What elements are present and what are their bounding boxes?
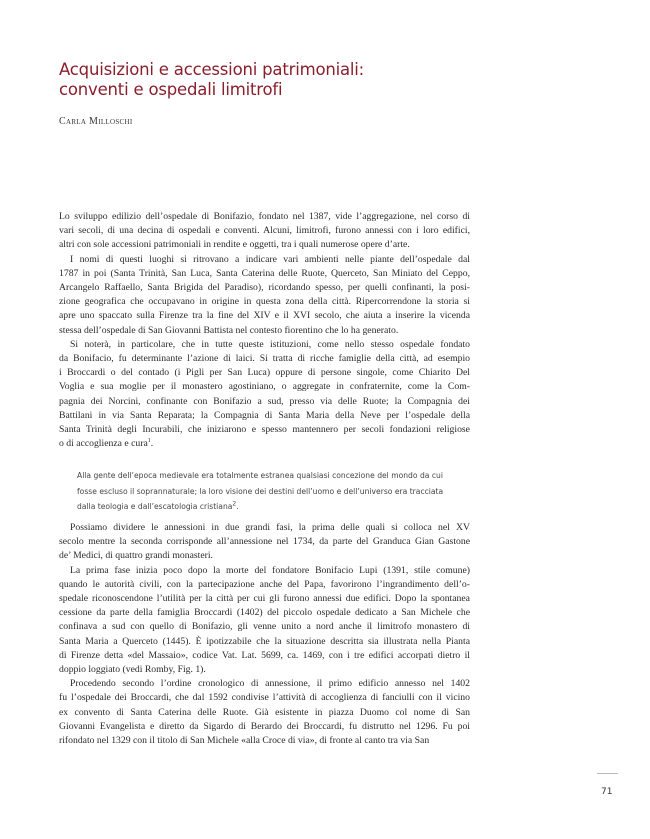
- text-line-content: altri con sole accessioni patrimoniali in rendite e oggetti, tra i quali numerose opere d’arte.: [59, 239, 410, 251]
- footnote-marker: 1: [147, 438, 151, 445]
- quote-line-content: Alla gente dell’epoca medievale era totalmente estranea qualsiasi concezione del mondo da cui: [77, 471, 443, 480]
- text-line-content: vari secoli, di una decina di ospedali e conventi. Alcuni, limitrofi, furono annessi con i loro edifici,: [59, 225, 470, 237]
- text-line-content: Voglia e sua moglie per il monastero agostiniano, o aggregate in confraternite, come la Com-: [59, 381, 470, 393]
- text-line: [59, 309, 470, 323]
- text-line: [59, 267, 470, 281]
- text-line-content: ex convento di Santa Caterina delle Ruote. Già esistente in piazza Duomo col nome di San: [59, 706, 470, 718]
- text-line-content: Procedendo secondo l’ordine cronologico di annessione, il primo edificio annesso nel 1402: [70, 678, 470, 690]
- text-line: [59, 324, 470, 338]
- text-line: [59, 366, 470, 380]
- text-line-content: 1787 in poi (Santa Trinità, San Luca, Santa Caterina delle Ruote, Querceto, San Miniato del Ceppo,: [59, 267, 470, 279]
- text-line: [59, 423, 470, 437]
- text-line-content: spedale riconoscendone l’utilità per la città per cui gli furono annessi due edifici. Dopo la spontanea: [59, 593, 470, 605]
- text-line: [59, 706, 470, 720]
- text-line-content: zione geografica che occupavano in origine in questa zona della città. Ripercorrendone la storia si: [59, 296, 470, 308]
- text-line-content: di Firenze detta «del Massaio», codice Vat. Lat. 5699, ca. 1469, con i tre edifici accorpati dietro il: [59, 649, 470, 661]
- text-line: [59, 649, 470, 663]
- text-line: [59, 592, 470, 606]
- text-line-content: Santa Trinità degli Incurabili, che iniziarono e spesso mantennero per secoli fondazioni religiose: [59, 424, 470, 436]
- text-line-content: o di accoglienza e cura: [59, 438, 148, 450]
- text-line: [59, 521, 470, 535]
- text-line: [59, 352, 470, 366]
- text-line-content: pagnia dei Norcini, confinante con Bonifazio a sud, presso via delle Ruote; la Compagnia dei: [59, 395, 470, 407]
- text-line: [59, 691, 470, 705]
- text-line-content: Possiamo dividere le annessioni in due grandi fasi, la prima delle quali si colloca nel XV: [70, 522, 470, 533]
- text-line: [59, 635, 470, 649]
- quote-line: [77, 484, 457, 500]
- text-line: [59, 734, 470, 748]
- text-line: [59, 564, 470, 578]
- text-line: [59, 295, 470, 309]
- title-line-2: conventi e ospedali limitrofi: [59, 80, 283, 99]
- title-line-1: Acquisizioni e accessioni patrimoniali:: [59, 60, 365, 79]
- quote-line: dalla teologia e dall’escatologia cristiana$^2$.: [77, 500, 239, 512]
- text-line-content: Arcangelo Raffaello, Santa Brigida del Paradiso), ricordando spesso, per quelli confinanti, la posi-: [59, 282, 470, 294]
- text-line: [59, 606, 470, 620]
- text-line-content: doppio loggiato (vedi Romby, Fig. 1).: [59, 664, 206, 676]
- text-line-content: I nomi di questi luoghi si ritrovano a indicare vari ambienti nelle piante dell’ospedale dal: [70, 253, 470, 265]
- footnote-marker: 2: [232, 500, 237, 508]
- text-line: [59, 549, 470, 563]
- text-line-content: Si noterà, in particolare, che in tutte queste istituzioni, come nello stesso ospedale fondato: [70, 338, 470, 350]
- text-line-content: cessione da parte della famiglia Broccardi (1402) del piccolo ospedale dedicato a San Michele che: [59, 607, 470, 619]
- text-line: [59, 535, 470, 549]
- author-name: Carla Milloschi: [59, 116, 133, 127]
- text-line: [59, 578, 470, 592]
- text-line: [59, 677, 470, 691]
- text-line-content: Santa Maria a Querceto (1445). È ipotizzabile che la situazione descritta sia illustrata nella Pianta: [59, 635, 470, 647]
- text-line: [59, 620, 470, 634]
- page-number: 71: [601, 787, 613, 797]
- body-text-section-2: [59, 521, 470, 748]
- quote-line-content: dalla teologia e dall’escatologia cristiana: [77, 502, 233, 512]
- text-line-content: i Broccardi o del contado (i Pigli per San Luca) oppure di persone singole, come Chiarito Del: [59, 367, 470, 379]
- text-line-content: secolo mentre la seconda corrisponde all’annessione nel 1734, da parte del Granduca Gian Gastone: [59, 536, 470, 548]
- text-line-content: confinava a sud con quello di Bonifazio, gli venne unito a nord anche il limitrofo monastero di: [59, 621, 470, 633]
- text-line: [59, 663, 470, 677]
- text-line-content: apre uno spaccato sulla Firenze tra la fine del XIV e il XVI secolo, che aiuta a inserire la vicenda: [59, 310, 470, 322]
- text-line: [59, 338, 470, 352]
- text-line: [59, 409, 470, 423]
- text-line: [59, 253, 470, 267]
- text-line-content: rifondato nel 1329 con il titolo di San Michele «alla Croce di via», di fronte al canto tra via San: [59, 735, 430, 747]
- text-line-content: da Bonifacio, fu determinante l’azione di laici. Si tratta di ricche famiglie della città, ad esempio: [59, 353, 470, 365]
- text-line: [59, 224, 470, 238]
- text-line: [59, 380, 470, 394]
- quote-line: [77, 468, 457, 484]
- text-line-content: fu l’ospedale dei Broccardi, che dal 1592 condivise l’attività di accoglienza di fanciulli con il vicino: [59, 692, 470, 704]
- block-quote: [77, 468, 457, 515]
- text-line-content: Battilani in via Santa Reparata; la Compagnia di Santa Maria della Neve per l’ospedale della: [59, 409, 470, 421]
- text-line-content: Lo sviluppo edilizio dell’ospedale di Bonifazio, fondato nel 1387, vide l’aggregazione, nel corso di: [59, 211, 470, 222]
- text-line: [59, 720, 470, 734]
- text-line-content: de’ Medici, di quattro grandi monasteri.: [59, 550, 213, 562]
- text-line: [59, 238, 470, 252]
- text-line-content: Giovanni Evangelista e diretto da Sigardo di Berardo dei Broccardi, fu distrutto nel 1296. Fu poi: [59, 720, 470, 732]
- text-line-content: quando le autorità civili, con la partecipazione anche del Papa, favorirono l’ingrandimento dell’o-: [59, 578, 470, 590]
- text-line-content: stessa dell’ospedale di San Giovanni Battista nel contesto fiorentino che lo ha generato.: [59, 324, 399, 336]
- body-text-section-1: [59, 210, 470, 451]
- text-line: [59, 395, 470, 409]
- article-title: [59, 60, 529, 100]
- page-number-rule: [597, 773, 618, 774]
- text-line: [59, 210, 470, 224]
- text-line: o di accoglienza e cura$^1$.: [59, 438, 154, 450]
- text-line-content: La prima fase inizia poco dopo la morte del fondatore Bonifacio Lupi (1391, stile comune): [70, 564, 470, 576]
- quote-line-content: fosse escluso il soprannaturale; la loro visione dei destini dell’uomo e dell’universo era tracciata: [77, 486, 444, 496]
- text-line: [59, 281, 470, 295]
